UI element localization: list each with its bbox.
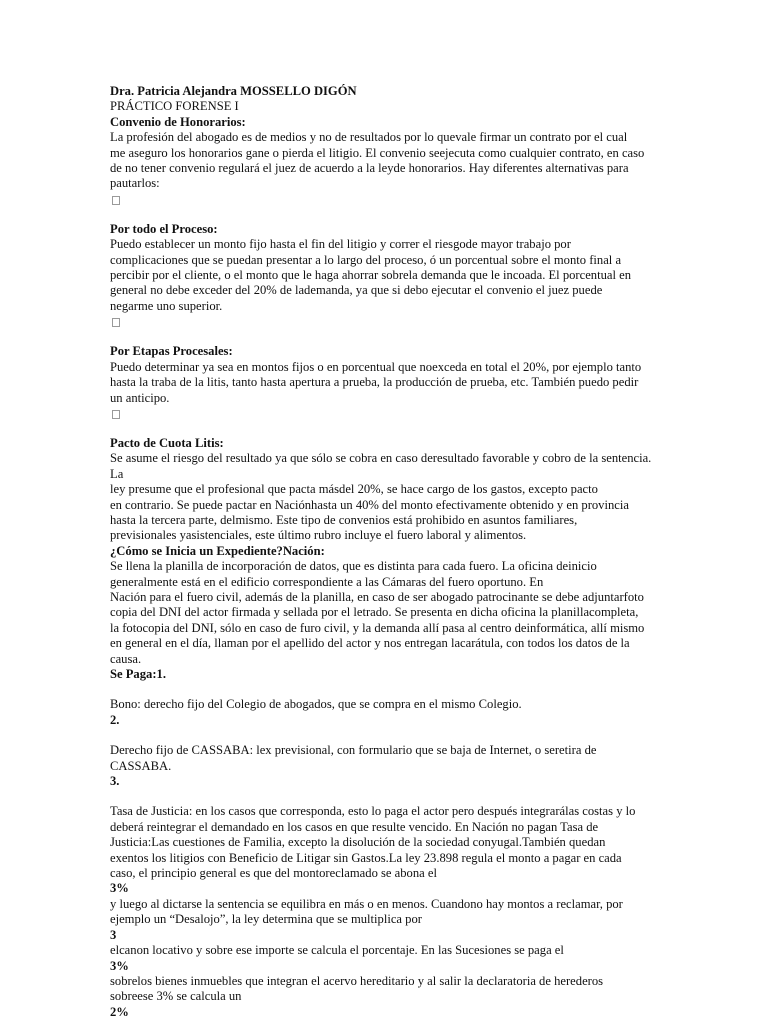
course-title: PRÁCTICO FORENSE I — [110, 99, 239, 114]
paragraph-line: un anticipo. — [110, 390, 170, 405]
paragraph-line: Puedo establecer un monto fijo hasta el fin del litigio y correr el riesgode mayor trabajo por — [110, 237, 571, 252]
intro-line: pautarlos: — [110, 176, 160, 191]
multiplier-value: 3 — [110, 927, 117, 942]
paragraph-line: Puedo determinar ya sea en montos fijos o en porcentual que noexceda en total el 20%, por ejemplo tanto — [110, 359, 642, 374]
paragraph-line: generalmente está en el edificio correspondiente a las Cámaras del fuero oportuno. En — [110, 574, 544, 589]
item-bono: Bono: derecho fijo del Colegio de abogados, que se compra en el mismo Colegio. — [110, 697, 522, 712]
paragraph-line: Se asume el riesgo del resultado ya que sólo se cobra en caso deresultado favorable y cobro de la sentencia. La — [110, 451, 652, 481]
bullet-icon — [112, 318, 120, 327]
item-cassaba-line: Derecho fijo de CASSABA: lex previsional, con formulario que se baja de Internet, o seretira de — [110, 743, 597, 758]
paragraph-line: hasta la tercera parte, delmismo. Este tipo de convenios está prohibido en asuntos familiares, — [110, 512, 578, 527]
paragraph-line: Nación para el fuero civil, además de la planilla, en caso de ser abogado patrocinante se debe adjuntarfoto — [110, 589, 644, 604]
paragraph-line: causa. — [110, 651, 142, 666]
document-page — [110, 84, 662, 1020]
intro-line: me aseguro los honorarios gane o pierda el litigio. El convenio seejecuta como cualquier contrato, en caso — [110, 145, 645, 160]
bullet-icon — [112, 410, 120, 419]
section-heading-cuota-litis: Pacto de Cuota Litis: — [110, 435, 224, 450]
percentage-value: 2% — [110, 1004, 129, 1019]
paragraph-line: ley presume que el profesional que pacta másdel 20%, se hace cargo de los gastos, excepto pacto — [110, 482, 598, 497]
item-cassaba-line: CASSABA. — [110, 758, 172, 773]
paragraph-line: Se llena la planilla de incorporación de datos, que es distinta para cada fuero. La oficina deinicio — [110, 559, 597, 574]
bullet-icon — [112, 196, 120, 205]
paragraph-line: en contrario. Se puede pactar en Naciónhasta un 40% del monto efectivamente obtenido y en provincia — [110, 497, 629, 512]
paragraph-line: en general en el día, llaman por el apellido del actor y nos entregan lacarátula, con todos los datos de la — [110, 636, 630, 651]
item-tasa-line: ejemplo un “Desalojo”, la ley determina que se multiplica por — [110, 912, 422, 927]
paragraph-line: previsionales yasistenciales, este último rubro incluye el fuero laboral y alimentos. — [110, 528, 527, 543]
item-tasa-line: sobrelos bienes inmuebles que integran el acervo hereditario y al salir la declaratoria de herederos — [110, 973, 604, 988]
paragraph-line: percibir por el cliente, o el monto que le haga ahorrar sobrela demanda que le incoada. El porcentual en — [110, 268, 632, 283]
section-heading-proceso: Por todo el Proceso: — [110, 221, 218, 236]
intro-line: La profesión del abogado es de medios y no de resultados por lo quevale firmar un contrato por el cual — [110, 130, 628, 145]
paragraph-line: hasta la traba de la litis, tanto hasta apertura a prueba, la producción de prueba, etc. También puedo pedir — [110, 375, 639, 390]
item-tasa-line: elcanon locativo y sobre ese importe se calcula el porcentaje. En las Sucesiones se paga el — [110, 943, 564, 958]
section-heading-honorarios: Convenio de Honorarios: — [110, 114, 246, 129]
percentage-value: 3% — [110, 881, 129, 896]
item-tasa-line: sobreese 3% se calcula un — [110, 989, 242, 1004]
item-tasa-line: caso, el principio general es que del montoreclamado se abona el — [110, 866, 437, 881]
item-number: 2. — [110, 712, 120, 727]
paragraph-line: copia del DNI del actor firmada y sellada por el letrado. Se presenta en dicha oficina la planillacompleta, — [110, 605, 639, 620]
author-name: Dra. Patricia Alejandra MOSSELLO DIGÓN — [110, 84, 357, 98]
section-heading-expediente: ¿Cómo se Inicia un Expediente?Nación: — [110, 543, 325, 558]
item-number: 3. — [110, 774, 120, 789]
item-tasa-line: exentos los litigios con Beneficio de Litigar sin Gastos.La ley 23.898 regula el monto a pagar en cada — [110, 850, 622, 865]
item-tasa-line: y luego al dictarse la sentencia se equilibra en más o en menos. Cuandono hay montos a reclamar, por — [110, 896, 623, 911]
section-heading-etapas: Por Etapas Procesales: — [110, 344, 233, 359]
item-tasa-line: Tasa de Justicia: en los casos que corresponda, esto lo paga el actor pero después integrarálas costas y lo — [110, 804, 636, 819]
intro-line: de no tener convenio regulará el juez de acuerdo a la leyde honorarios. Hay diferentes alternativas para — [110, 161, 629, 176]
paragraph-line: negarme uno superior. — [110, 298, 223, 313]
item-tasa-line: deberá reintegrar el demandado en los casos en que resulte vencido. En Nación no pagan Tasa de — [110, 819, 599, 834]
paragraph-line: la fotocopia del DNI, sólo en caso de furo civil, y la demanda allí pasa al centro deinformática, allí mismo — [110, 620, 645, 635]
paragraph-line: general no debe exceder del 20% de lademanda, ya que si debo ejecutar el convenio el juez puede — [110, 283, 603, 298]
section-heading-se-paga: Se Paga:1. — [110, 667, 166, 681]
paragraph-line: complicaciones que se puedan presentar a lo largo del proceso, ó un porcentual sobre el monto final a — [110, 252, 622, 267]
percentage-value: 3% — [110, 958, 129, 973]
item-tasa-line: Justicia:Las cuestiones de Familia, excepto la disolución de la sociedad conyugal.También quedan — [110, 835, 606, 850]
